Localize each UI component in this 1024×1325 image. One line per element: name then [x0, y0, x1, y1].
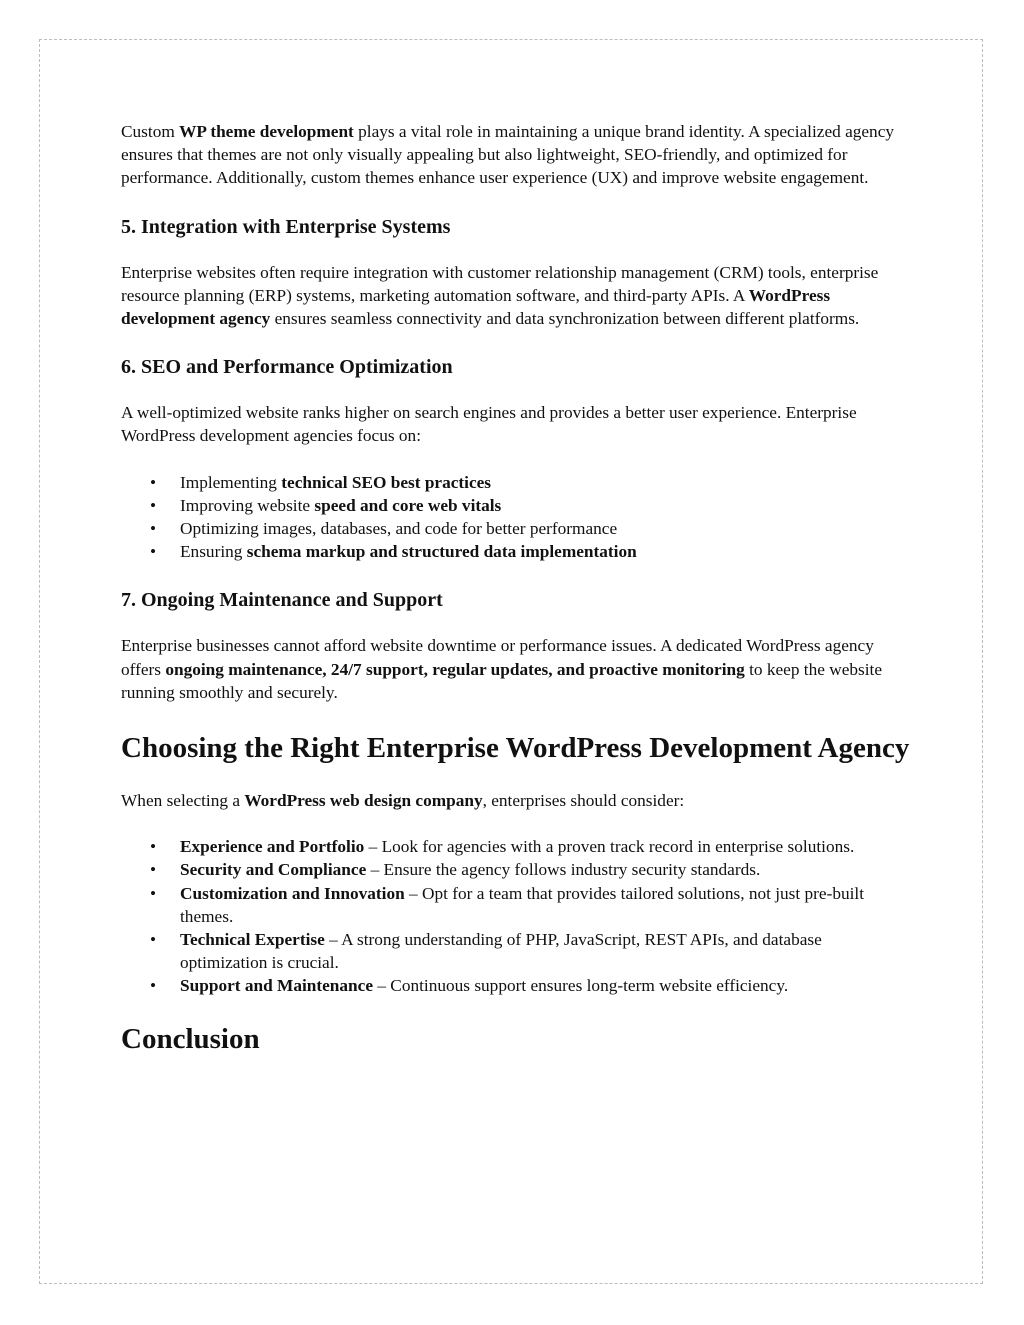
section-5-paragraph: Enterprise websites often require integration with customer relationship management (CRM) tools, enterprise resource planning (ERP) systems, marketing automation software, and third-party APIs. A WordPress development agency ensures seamless connectivity and data synchronization between different platforms.: [121, 262, 879, 329]
section-7-paragraph: Enterprise businesses cannot afford website downtime or performance issues. A dedicated WordPress agency offers ongoing maintenance, 24/7 support, regular updates, and proactive monitoring to keep the website running smoothly and securely.: [121, 636, 883, 702]
list-item: • Security and Compliance – Ensure the agency follows industry security standards.: [121, 858, 911, 881]
list-item: • Experience and Portfolio – Look for agencies with a proven track record in enterprise solutions.: [121, 835, 911, 858]
agency-criteria-list: [121, 835, 911, 997]
choosing-paragraph: When selecting a WordPress web design company, enterprises should consider:: [121, 791, 685, 811]
section-6-paragraph: A well-optimized website ranks higher on search engines and provides a better user experience. Enterprise WordPress development agencies focus on:: [121, 403, 857, 446]
intro-paragraph: Custom WP theme development plays a vital role in maintaining a unique brand identity. A specialized agency ensures that themes are not only visually appealing but also lightweight, SEO-friendly, and optimized for performance. Additionally, custom themes enhance user experience (UX) and improve website engagement.: [121, 122, 895, 188]
conclusion-heading: Conclusion: [121, 1022, 260, 1055]
list-item: • Technical Expertise – A strong understanding of PHP, JavaScript, REST APIs, and database optimization is crucial.: [121, 928, 911, 974]
choosing-heading: Choosing the Right Enterprise WordPress Development Agency: [121, 732, 910, 765]
list-item: • Optimizing images, databases, and code for better performance: [121, 517, 911, 540]
list-item: • Ensuring schema markup and structured data implementation: [121, 540, 911, 563]
document-content: [121, 120, 911, 1056]
section-6-heading: 6. SEO and Performance Optimization: [121, 356, 453, 379]
list-item: • Improving website speed and core web vitals: [121, 494, 911, 517]
seo-focus-list: [121, 471, 911, 564]
section-5-heading: 5. Integration with Enterprise Systems: [121, 215, 451, 238]
list-item: • Implementing technical SEO best practices: [121, 471, 911, 494]
list-item: • Support and Maintenance – Continuous support ensures long-term website efficiency.: [121, 974, 911, 997]
list-item: • Customization and Innovation – Opt for a team that provides tailored solutions, not just pre-built themes.: [121, 882, 911, 928]
section-7-heading: 7. Ongoing Maintenance and Support: [121, 589, 443, 612]
